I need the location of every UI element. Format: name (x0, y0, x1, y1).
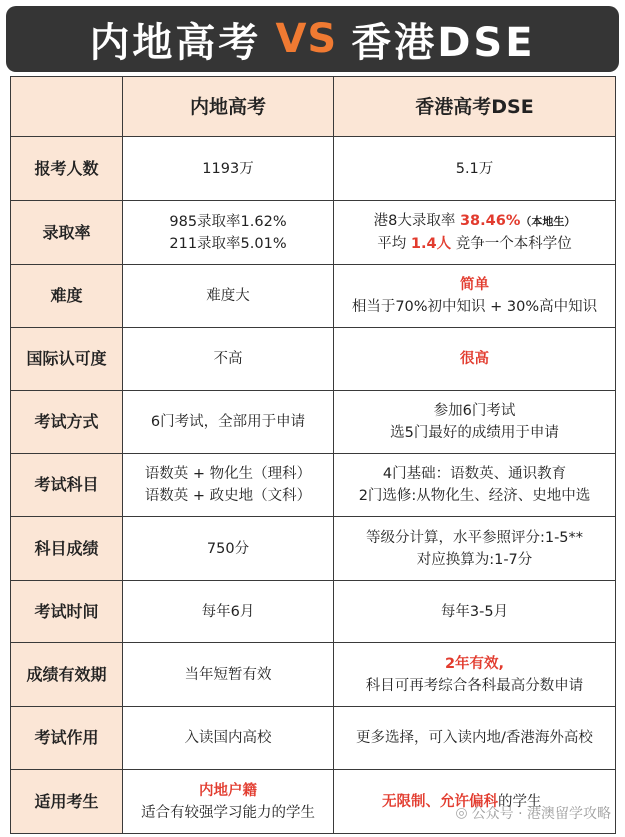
table-row (11, 581, 616, 643)
table-row (11, 265, 616, 328)
cell-line: 等级分计算，水平参照评分:1-5** (365, 529, 584, 546)
text-part: 港8大录取率 (373, 213, 460, 229)
cell-mainland: 6门考试，全部用于申请 (123, 391, 334, 454)
row-label: 国际认可度 (11, 328, 123, 391)
cell-line: 适合有较强学习能力的学生 (141, 804, 315, 821)
cell-mainland (123, 454, 334, 517)
cell-mainland: 750分 (123, 517, 334, 581)
title-left: 内地高考 (89, 19, 262, 66)
highlight-rate: 38.46% (459, 213, 521, 229)
header-corner-cell (11, 77, 123, 137)
highlight-hukou: 内地户籍 (199, 782, 257, 799)
text-part: 平均 (377, 236, 411, 252)
cell-mainland: 难度大 (123, 265, 334, 328)
table-row (11, 137, 616, 201)
cell-line: 参加6门考试 (433, 403, 516, 419)
row-label: 科目成绩 (11, 517, 123, 581)
header-col2: 香港高考DSE (334, 77, 616, 137)
cell-dse (334, 201, 616, 265)
cell-dse: 很高 (334, 328, 616, 391)
title-right: 香港DSE (351, 19, 536, 66)
comparison-table (10, 76, 616, 834)
table-header-row (11, 77, 616, 137)
cell-mainland: 当年短暂有效 (123, 643, 334, 707)
cell-dse (334, 770, 616, 834)
row-label: 成绩有效期 (11, 643, 123, 707)
cell-mainland (123, 201, 334, 265)
highlight-unlimited: 无限制、允许偏科 (382, 793, 498, 810)
title-vs: VS (275, 16, 338, 62)
wechat-icon: ◎ (455, 805, 468, 821)
cell-line (338, 210, 611, 233)
cell-line: 选5门最好的成绩用于申请 (390, 425, 559, 441)
cell-line: 语数英 + 政史地（文科） (144, 488, 312, 504)
row-label: 考试方式 (11, 391, 123, 454)
cell-mainland (123, 770, 334, 834)
row-label: 考试时间 (11, 581, 123, 643)
highlight-easy: 简单 (460, 277, 489, 293)
highlight-ratio: 1.4人 (410, 236, 452, 252)
cell-line: 4门基础：语数英、通识教育 (382, 466, 567, 482)
page-title (6, 6, 619, 72)
note-local: （本地生） (520, 215, 576, 228)
text-part: 竞争一个本科学位 (451, 236, 572, 252)
row-label: 难度 (11, 265, 123, 328)
cell-line: 科目可再考综合各科最高分数申请 (365, 677, 584, 694)
row-label: 考试作用 (11, 707, 123, 770)
row-label: 适用考生 (11, 770, 123, 834)
header-col1: 内地高考 (123, 77, 334, 137)
table-row (11, 328, 616, 391)
cell-dse (334, 454, 616, 517)
table-row (11, 707, 616, 770)
cell-line (338, 233, 611, 255)
table-row (11, 201, 616, 265)
cell-mainland: 入读国内高校 (123, 707, 334, 770)
text-part: 的学生 (498, 793, 542, 810)
table-row (11, 517, 616, 581)
row-label: 考试科目 (11, 454, 123, 517)
cell-line: 相当于70%初中知识 + 30%高中知识 (351, 299, 598, 315)
table-row (11, 454, 616, 517)
watermark-text: 公众号 · 港澳留学攻略 (471, 806, 611, 822)
cell-dse (334, 517, 616, 581)
row-label: 录取率 (11, 201, 123, 265)
cell-dse: 更多选择，可入读内地/香港海外高校 (334, 707, 616, 770)
cell-line: 211录取率5.01% (169, 235, 287, 252)
highlight-validity: 2年有效, (444, 655, 505, 672)
cell-dse: 5.1万 (334, 137, 616, 201)
cell-dse (334, 643, 616, 707)
cell-line: 语数英 + 物化生（理科） (144, 466, 312, 482)
table-row (11, 391, 616, 454)
cell-line: 2门选修:从物化生、经济、史地中选 (358, 488, 591, 504)
cell-mainland: 不高 (123, 328, 334, 391)
table-row (11, 770, 616, 834)
watermark (455, 803, 611, 823)
cell-mainland: 每年6月 (123, 581, 334, 643)
cell-mainland: 1193万 (123, 137, 334, 201)
cell-line: 对应换算为:1-7分 (416, 551, 533, 568)
cell-dse (334, 391, 616, 454)
cell-dse: 每年3-5月 (334, 581, 616, 643)
cell-line: 985录取率1.62% (169, 213, 287, 230)
row-label: 报考人数 (11, 137, 123, 201)
table-row (11, 643, 616, 707)
cell-dse (334, 265, 616, 328)
